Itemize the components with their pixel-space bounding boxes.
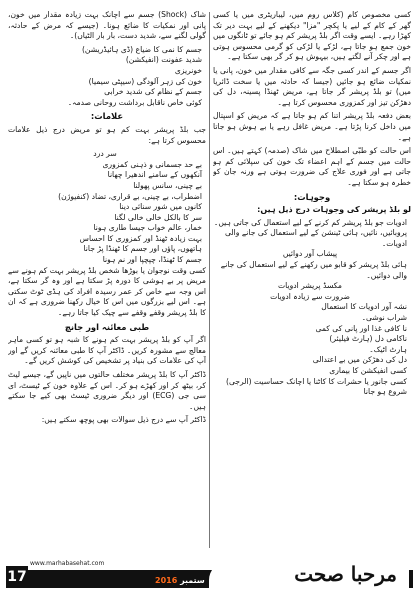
shock-cause-item: جسم کا نمی کا ضیاع (ڈی ہائیڈریشن) [81, 44, 202, 54]
symptom-item: بے چینی، سانس پھولنا [133, 180, 202, 190]
cause-item: شراب نوشی۔ [361, 313, 407, 323]
cause-item: ادویات جو بلڈ پریشر کم کرنے کے لیے استعمال کی جاتی ہیں۔ [213, 217, 407, 227]
cause-item: ہارٹ اٹیک۔ [369, 344, 407, 354]
elderly-note: کسی وقت نوجوان یا بوڑھا شخص بلڈ پریشر بہت کم ہونے سے مریض پر بے ہوشی کا دورہ پڑ سکتا ہے اور وہ گر سکتا ہے، اس وجہ سے خاص کر عمر رسیدہ افراد کی ہڈی ٹوٹ سکتی ہے۔ اس لیے بزرگوں میں اس کا خیال رکھنا ضروری ہے کہ ان کا بلڈ پریشر وقفے وقفے سے چیک کیا جاتا رہے۔ [8, 265, 206, 318]
page-footer [0, 554, 419, 594]
shock-causes-list [8, 45, 206, 109]
cause-item: دل کی دھڑکن میں بے اعتدالی [312, 355, 407, 365]
page-number: 17 [6, 566, 28, 588]
shock-cause-item: خون کی زہر آلودگی (سیپٹی سیمیا) [88, 76, 202, 86]
issue-year: 2016 [155, 576, 178, 585]
symptom-item: آنکھوں کے سامنے اندھیرا چھانا [107, 170, 202, 180]
symptoms-list [8, 149, 206, 266]
shock-cause-item: کوئی خاص ناقابل برداشت روحانی صدمہ۔ [67, 97, 202, 107]
cause-item: ہائی بلڈ پریشر کو قابو میں رکھنے کے لیے استعمال کی جانے والی دوائیں۔ [220, 260, 407, 280]
exam-para-1: اگر آپ کو بلڈ پریشر بہت کم ہونے کا شبہ ہو تو کسی ماہر معالج سے مشورہ کریں۔ ڈاکٹر آپ کا طبی معائنہ کریں گے اور آپ کی علامات کی بنیاد پر تشخیص کی کوشش کریں گے۔ [8, 335, 206, 366]
causes-subheading: لو بلڈ پریشر کی وجوہات درج ذیل ہیں: [257, 205, 411, 215]
shock-intro: شاک (Shock) جسم سے اچانک بہت زیادہ مقدار میں خون، پانی اور نمکیات کا ضائع ہونا۔ (جیسے کہ مرض کے حادثہ، گولی لگنے سے، شدید دست، بار بار الٹیاں)۔ [8, 10, 206, 41]
shock-cause-item: خونریزی [174, 65, 202, 75]
exam-para-3: ڈاکٹر آپ سے درج ذیل سوالات بھی پوچھ سکتے ہیں: [41, 415, 206, 425]
magazine-masthead [209, 562, 409, 592]
symptom-item: اضطراب، بے چینی، بے قراری، تضاد (کنفیوژن) [58, 191, 202, 201]
symptoms-heading: علامات: [90, 111, 124, 122]
causes-heading: وجوہات: [293, 191, 331, 202]
symptom-item: کانوں میں شور سنائی دینا [119, 202, 202, 212]
symptom-item: خمار، عالم خواب جیسا طاری ہونا [93, 223, 202, 233]
symptom-item: سر کا بالکل خالی خالی لگنا [114, 212, 202, 222]
cause-item: ناکامی دل (ہارٹ فیلیئر) [329, 334, 407, 344]
cause-item: مکسڈ پریشر ادویات [278, 281, 342, 291]
cause-item: نشہ آور ادویات کا استعمال [321, 302, 407, 312]
right-para-1: کسی مخصوص کام (کلاس روم میں، لیباریٹری میں یا کسی گھر کے کام کے لیے یا پکچر "مزا" دیکھنے کے لیے بہت دیر تک کھڑا رہے۔ ایسے وقت اگر بلڈ پریشر کم ہو جائے تو ٹانگوں میں خون جمع ہو جاتا ہے، لڑکے یا لڑکی کو گرمی محسوس ہوتی ہے اور چکر آنے لگتے ہیں، بیہوش ہو کر گر بھی سکتا ہے۔ [213, 10, 411, 62]
shock-cause-item: جسم کے نظام کی شدید خرابی [104, 87, 202, 97]
column-divider [209, 12, 210, 548]
right-column [213, 10, 411, 550]
exam-para-2: ڈاکٹر آپ کا بلڈ پریشر مختلف حالتوں میں ناپیں گے، جیسے لیٹ کر، بیٹھ کر اور کھڑے ہو کر۔ اس کے علاوہ خون کے ٹیسٹ، ای سی جی (ECG) اور دیگر ضروری ٹیسٹ بھی کیے جا سکتے ہیں۔ [8, 370, 206, 411]
cause-item: کسی انفیکشن کا بیماری [329, 366, 407, 375]
left-column [8, 10, 206, 550]
symptom-item: جسم کا ٹھنڈا، چپچپا اور نم ہونا [102, 255, 202, 265]
right-para-3: بعض دفعہ بلڈ پریشر اتنا کم ہو جاتا ہے کہ مریض کو اسپتال میں داخل کرنا پڑتا ہے۔ مریض غافل رہے یا بے ہوش ہو جاتا ہے۔ [213, 111, 411, 142]
cause-item: پروبائیں، نائیں، ہائی ٹینشن کے لیے استعمال کی جانے والی ادویات۔ [225, 228, 407, 248]
cause-item: ضرورت سے زیادہ ادویات [270, 291, 350, 301]
magazine-logo: مرحبا صحت [294, 562, 397, 586]
issue-month: ستمبر [180, 576, 205, 585]
issue-date [155, 576, 205, 585]
cause-item: پیشاب آور دوائیں [282, 249, 338, 259]
symptom-item: سر درد [93, 149, 117, 159]
right-para-2: اگر جسم کے اندر کسی جگہ سے کافی مقدار میں خون، پانی یا نمکیات ضائع ہو جائیں (جیسا کہ حادثہ میں یا سخت ڈائریا میں) تو بلڈ پریشر گر جاتا ہے، مریض ٹھنڈا پسینہ، دل کی دھڑکن تیز اور کمزوری محسوس کرتا ہے۔ [213, 65, 411, 107]
right-para-4: اس حالت کو طبّی اصطلاح میں شاک (صدمہ) کہتے ہیں۔ اس حالت میں جسم کے اہم اعضاء تک خون کی سپلائی کم ہو جاتی ہے اور فوری علاج کی ضرورت ہوتی ہے ورنہ جان کو خطرہ ہو سکتا ہے۔ [213, 146, 411, 187]
symptom-item: بہت زیادہ ٹھنڈ اور کمزوری کا احساس [79, 233, 202, 243]
symptom-item: بے حد جسمانی و ذہنی کمزوری [102, 159, 202, 169]
causes-list [213, 218, 411, 398]
shock-cause-item: شدید عفونت (انفیکشن) [125, 55, 202, 65]
symptoms-intro: جب بلڈ پریشر بہت کم ہو تو مریض درج ذیل علامات محسوس کرتا ہے: [8, 124, 206, 145]
exam-heading: طبی معائنہ اور جانچ [64, 321, 150, 332]
cause-item: کسی جانور یا حشرات کا کاٹنا یا اچانک حساسیت (الرجی) شروع ہو جانا [226, 376, 407, 397]
website-link[interactable]: www.marhabasehat.com [30, 560, 105, 567]
symptom-item: ہاتھوں، پاؤں اور جسم کا ٹھنڈا پڑ جانا [83, 244, 202, 254]
cause-item: نا کافی غذا اور پانی کی کمی [315, 323, 407, 333]
